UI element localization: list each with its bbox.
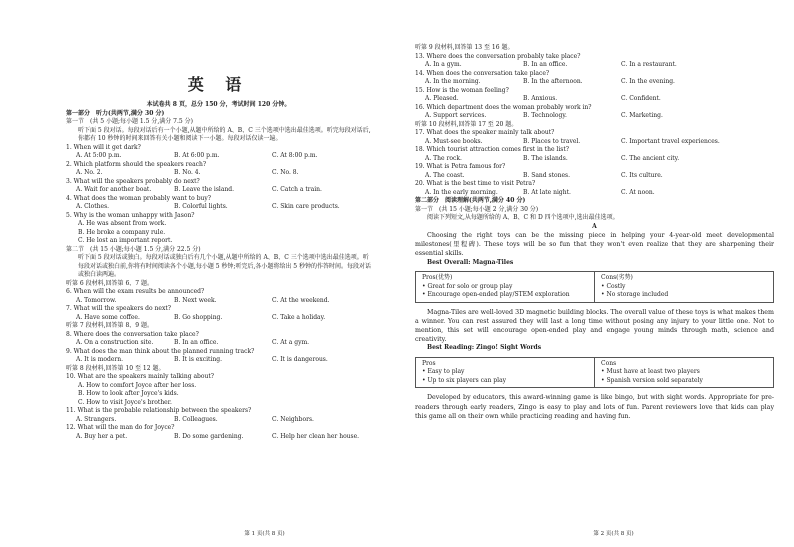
question-8: 8. Where does the conversation take place? xyxy=(66,330,199,338)
question-13: 13. Where does the conversation probably take place? xyxy=(415,52,581,60)
part2-sec1-instructions: 阅读下列短文,从每题所给的 A、B、C 和 D 四个选项中,选出最佳选项。 xyxy=(427,214,619,221)
option-a: A. In the early morning. xyxy=(425,188,498,196)
option-a: A. The coast. xyxy=(425,171,465,179)
cons-item: • Must have at least two players xyxy=(601,368,700,376)
option-a: A. Support services. xyxy=(425,112,487,119)
option-b: B. Do some gardening. xyxy=(174,432,244,440)
question-14: 14. When does the conversation take place? xyxy=(415,69,550,77)
option-c: C. He lost an important report. xyxy=(78,237,173,244)
question-11-options xyxy=(66,416,371,425)
material-10-label: 听第 10 段材料,回答第 17 至 20 题。 xyxy=(415,120,518,128)
option-b: B. No. 4. xyxy=(174,169,201,176)
cons-item: • Costly xyxy=(601,282,626,290)
option-c: C. In the evening. xyxy=(621,78,675,85)
page-2 xyxy=(397,0,794,547)
question-17-options xyxy=(415,138,774,147)
question-6-options xyxy=(66,297,371,306)
option-a: A. Strangers. xyxy=(76,415,117,423)
option-b: B. Go shopping. xyxy=(174,313,223,321)
option-c: C. At noon. xyxy=(621,188,655,196)
question-20: 20. What is the best time to visit Petra? xyxy=(415,180,536,187)
option-c: C. No. 8. xyxy=(272,169,299,176)
question-5: 5. Why is the woman unhappy with Jason? xyxy=(66,211,195,219)
option-a: A. No. 2. xyxy=(76,169,103,176)
material-9-label: 听第 9 段材料,回答第 13 至 16 题。 xyxy=(415,44,514,51)
option-a: A. Wait for another boat. xyxy=(76,186,152,193)
pros-cons-table-2 xyxy=(415,357,774,389)
material-6-label: 听第 6 段材料,回答第 6、7 题。 xyxy=(66,279,153,287)
option-c: C. How to visit Joyce's brother. xyxy=(78,398,172,406)
option-c: C. Neighbors. xyxy=(272,415,314,423)
cons-item: • Spanish version sold separately xyxy=(601,376,703,384)
option-b: B. At late night. xyxy=(523,188,571,196)
option-b: B. In an office. xyxy=(523,61,568,68)
pros-item: • Up to six players can play xyxy=(422,376,507,384)
option-c: C. Catch a train. xyxy=(272,186,322,193)
pros-column xyxy=(416,358,594,388)
sec1-instructions: 听下面 5 段对话。每段对话后有一个小题,从题中所给的 A、B、C 三个选项中选出最佳选项。听完每段对话后,你都有 10 秒钟的时间来回答有关小题和阅读下一小题。每段对话仅读一遍。 xyxy=(78,126,371,142)
question-3: 3. What will the speakers probably do next? xyxy=(66,177,200,185)
option-b: B. Colleagues. xyxy=(174,415,218,423)
question-2-options xyxy=(66,169,371,178)
option-b: B. In the afternoon. xyxy=(523,78,583,85)
question-16: 16. Which department does the woman probably work in? xyxy=(415,103,592,111)
part2-sec1-heading: 第一节 (共 15 小题;每小题 2 分,满分 30 分) xyxy=(415,205,539,213)
option-a: A. On a construction site. xyxy=(76,339,154,346)
material-7-label: 听第 7 段材料,回答第 8、9 题。 xyxy=(66,322,153,329)
option-a: A. Must-see books. xyxy=(425,137,483,145)
question-14-options xyxy=(415,78,774,87)
question-2: 2. Which platform should the speakers reach? xyxy=(66,160,207,168)
question-11: 11. What is the probable relationship between the speakers? xyxy=(66,407,252,414)
option-c: C. The ancient city. xyxy=(621,154,680,162)
pros-item: • Easy to play xyxy=(422,368,465,376)
option-b: B. Sand stones. xyxy=(523,171,571,179)
option-b: B. Anxious. xyxy=(523,95,558,102)
option-b: B. Next week. xyxy=(174,296,217,304)
option-b: B. Places to travel. xyxy=(523,137,581,145)
question-4-options xyxy=(66,203,371,212)
option-c: C. Skin care products. xyxy=(272,203,340,210)
question-10: 10. What are the speakers mainly talking about? xyxy=(66,373,214,380)
cons-column xyxy=(594,358,773,388)
question-19: 19. What is Petra famous for? xyxy=(415,163,506,170)
pros-cons-table-1 xyxy=(415,271,774,303)
question-12-options xyxy=(66,433,371,442)
question-18-options xyxy=(415,155,774,164)
question-15-options xyxy=(415,95,774,104)
question-6: 6. When will the exam results be announced? xyxy=(66,288,205,295)
pros-item: • Great for solo or group play xyxy=(422,282,513,290)
question-7-options xyxy=(66,314,371,323)
option-a: A. It is modern. xyxy=(76,356,124,363)
cons-heading: Cons(劣势) xyxy=(601,274,633,282)
question-12: 12. What will the man do for Joyce? xyxy=(66,424,175,431)
option-a: A. In a gym. xyxy=(425,61,462,68)
pros-column xyxy=(416,272,594,302)
option-a: A. In the morning. xyxy=(425,78,481,85)
option-b: B. He broke a company rule. xyxy=(78,228,166,236)
passage-paragraph-2: Magna-Tiles are well-loved 3D magnetic building blocks. The overall value of these toys is what makes them a winner. You can rest assured they will last a long time without posing any injury to your little one. Not to mention, this set will encourage open-ended play and engage young minds through math, science and creativity. xyxy=(415,308,774,344)
pros-item: • Encourage open-ended play/STEM exploration xyxy=(422,291,570,299)
sec1-heading: 第一节 (共 5 小题;每小题 1.5 分,满分 7.5 分) xyxy=(66,118,193,125)
option-b: B. Technology. xyxy=(523,112,567,119)
option-c: C. Confident. xyxy=(621,95,661,102)
question-7: 7. What will the speakers do next? xyxy=(66,305,171,312)
option-a: A. Have some coffee. xyxy=(76,313,140,321)
option-b: B. Colorful lights. xyxy=(174,203,228,210)
option-b: B. At 6:00 p.m. xyxy=(174,152,220,159)
question-18: 18. Which tourist attraction comes first in the list? xyxy=(415,146,569,153)
option-c: C. At 8:00 p.m. xyxy=(272,152,318,159)
question-3-options xyxy=(66,186,371,195)
option-a: A. Clothes. xyxy=(76,203,110,210)
option-b: B. How to look after Joyce's kids. xyxy=(78,390,179,397)
option-b: B. It is exciting. xyxy=(174,356,222,363)
option-a: A. Tomorrow. xyxy=(76,296,117,304)
sec2-instructions: 听下面 5 段对话或独白。每段对话或独白后有几个小题,从题中所给的 A、B、C 三个选项中选出最佳选项。听每段对话或独白前,你将有时间阅读各个小题,每小题 5 秒钟;听完后,各小题将给出 5 秒钟的作答时间。每段对话或独白读两遍。 xyxy=(78,254,372,278)
best-reading-heading: Best Reading: Zingo! Sight Words xyxy=(427,344,542,352)
question-9-options xyxy=(66,356,371,365)
option-b: B. The islands. xyxy=(523,154,568,162)
question-1: 1. When will it get dark? xyxy=(66,143,141,151)
option-c: C. At the weekend. xyxy=(272,296,330,304)
option-c: C. In a restaurant. xyxy=(621,61,677,68)
cons-item: • No storage included xyxy=(601,291,669,299)
option-a: A. At 5:00 p.m. xyxy=(76,152,122,159)
question-17: 17. What does the speaker mainly talk about? xyxy=(415,129,555,136)
option-b: B. In an office. xyxy=(174,339,219,346)
option-c: C. Take a holiday. xyxy=(272,313,326,321)
option-c: C. Its culture. xyxy=(621,171,663,179)
option-a: A. How to comfort Joyce after her loss. xyxy=(78,381,197,389)
question-15: 15. How is the woman feeling? xyxy=(415,86,509,94)
exam-intro: 本试卷共 8 页，总分 150 分，考试时间 120 分钟。 xyxy=(146,101,291,108)
best-overall-heading: Best Overall: Magna-Tiles xyxy=(427,258,514,266)
option-a: A. The rock. xyxy=(425,154,462,162)
question-1-options xyxy=(66,152,371,161)
question-9: 9. What does the man think about the planned running track? xyxy=(66,347,255,355)
pros-heading: Pros xyxy=(422,359,436,367)
part1-heading: 第一部分 听力(共两节,满分 30 分) xyxy=(66,109,165,117)
page-footer: 第 2 页(共 8 页) xyxy=(593,531,634,537)
question-20-options xyxy=(415,189,774,198)
sec2-heading: 第二节 (共 15 小题;每小题 1.5 分,满分 22.5 分) xyxy=(66,245,201,253)
option-c: C. Important travel experiences. xyxy=(621,137,720,145)
pros-heading: Pros(优势) xyxy=(422,274,453,282)
material-8-label: 听第 8 段材料,回答第 10 至 12 题。 xyxy=(66,364,165,372)
passage-paragraph-1: Choosing the right toys can be the missing piece in helping your 4-year-old meet developmental milestones(里程碑). These toys will be so fun that they won't even realize that they are sharpening their essential skills. xyxy=(415,232,774,258)
page-footer: 第 1 页(共 8 页) xyxy=(244,531,285,537)
option-a: A. Buy her a pet. xyxy=(76,432,128,440)
page-title: 英 语 xyxy=(187,75,250,94)
question-19-options xyxy=(415,172,774,181)
part2-heading: 第二部分 阅读理解(共两节,满分 40 分) xyxy=(415,197,526,204)
question-16-options xyxy=(415,112,774,121)
cons-heading: Cons xyxy=(601,359,617,367)
passage-paragraph-3: Developed by educators, this award-winning game is like bingo, but with sight words. Appropriate for pre-readers through early readers, Zingo is easy to play and lots of fun. Parent reviewers love that kids can play this game all on their own while practicing reading and having fun. xyxy=(415,394,774,420)
option-a: A. Pleased. xyxy=(425,95,459,102)
option-c: C. It is dangerous. xyxy=(272,356,328,363)
question-8-options xyxy=(66,339,371,348)
option-c: C. Help her clean her house. xyxy=(272,432,360,440)
question-13-options xyxy=(415,61,774,70)
cons-column xyxy=(594,272,773,302)
question-4: 4. What does the woman probably want to buy? xyxy=(66,194,212,202)
option-c: C. At a gym. xyxy=(272,339,310,346)
passage-label: A xyxy=(592,222,597,230)
option-c: C. Marketing. xyxy=(621,112,663,119)
option-b: B. Leave the island. xyxy=(174,186,235,193)
option-a: A. He was absent from work. xyxy=(78,220,167,227)
